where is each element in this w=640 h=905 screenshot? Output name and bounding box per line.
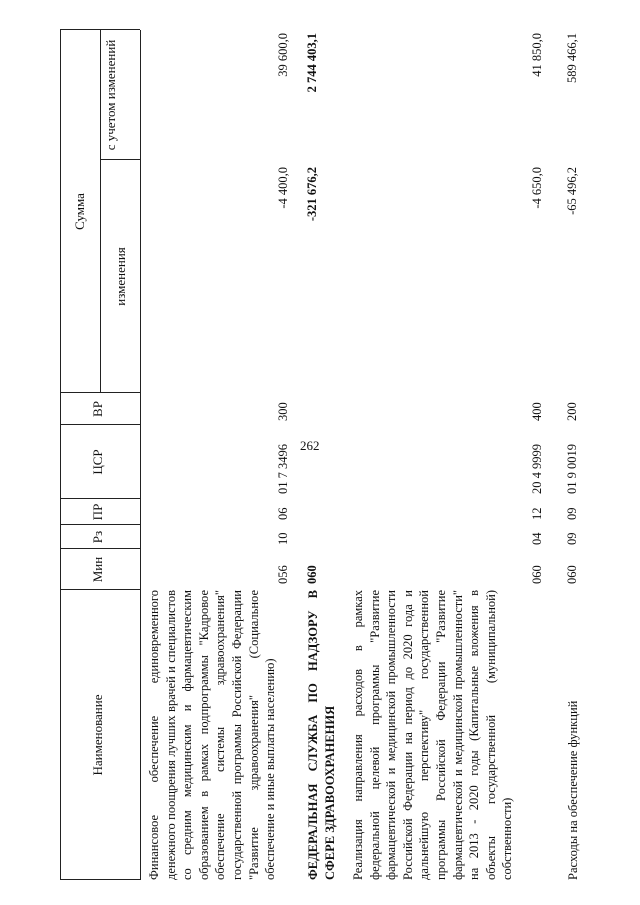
row-1-pr: 06 — [276, 507, 290, 520]
header-pr: ПР — [90, 503, 105, 521]
row-3-name: Реализация направления расходов в рамках федеральной целевой программы "Развитие фармацевтической и медицинской промышленности Российской Федерации на период до 2020 года и дальнейшую перспективу" государственной программы Российской Федерации "Развитие фармацевтической и медицинской промышленности" на 2013 - 2020 годы (Капитальные вложения в объекты государственной (муниципальной) собственности) — [351, 590, 515, 880]
row-4-min: 060 — [565, 565, 579, 584]
header-vr: ВР — [90, 401, 105, 417]
row-1-csr: 01 7 3496 — [276, 444, 290, 494]
row-1-s-uchetom: 39 600,0 — [276, 33, 290, 77]
row-2-izm: -321 676,2 — [305, 167, 319, 222]
row-3-izm: -4 650,0 — [530, 167, 544, 209]
row-2-s-uchetom: 2 744 403,1 — [305, 33, 319, 93]
header-min: Мин — [90, 556, 105, 583]
row-1-izm: -4 400,0 — [276, 167, 290, 209]
header-name: Наименование — [90, 694, 105, 776]
row-2-min: 060 — [305, 565, 319, 584]
header-summa: Сумма — [72, 193, 87, 230]
row-1-min: 056 — [276, 565, 290, 584]
page-number: 262 — [300, 438, 320, 453]
row-4-name: Расходы на обеспечение функций — [566, 700, 580, 880]
row-3-pr: 12 — [530, 507, 544, 520]
row-3-vr: 400 — [530, 402, 544, 421]
row-2-name: ФЕДЕРАЛЬНАЯ СЛУЖБА ПО НАДЗОРУ В СФЕРЕ ЗДРАВООХРАНЕНИЯ — [306, 590, 337, 880]
row-3-min: 060 — [530, 565, 544, 584]
row-3-rz: 04 — [530, 532, 544, 545]
row-4-csr: 01 9 0019 — [565, 444, 579, 494]
row-4-pr: 09 — [565, 507, 579, 520]
row-3-csr: 20 4 9999 — [530, 444, 544, 494]
header-izm: изменения — [113, 247, 128, 306]
header-rz: Рз — [90, 530, 105, 544]
table-top-border — [60, 30, 61, 880]
header-csr: ЦСР — [90, 449, 105, 475]
row-1-vr: 300 — [276, 402, 290, 421]
row-4-izm: -65 496,2 — [565, 167, 579, 215]
row-1-rz: 10 — [276, 532, 290, 545]
row-1-name: Финансовое обеспечение единовременного денежного поощрения лучших врачей и специалистов со средним медицинским и фармацевтическим образованием в рамках подпрограммы "Кадровое обеспечение системы здравоохранения" государственной программы Российской Федерации "Развитие здравоохранения" (Социальное обеспечение и иные выплаты населению) — [147, 590, 278, 880]
row-4-vr: 200 — [565, 402, 579, 421]
row-3-s-uchetom: 41 850,0 — [530, 33, 544, 77]
header-s-uchetom: с учетом изменений — [103, 39, 118, 151]
budget-table — [60, 30, 600, 880]
row-4-rz: 09 — [565, 532, 579, 545]
header-bottom-border — [140, 30, 141, 880]
row-4-s-uchetom: 589 466,1 — [565, 33, 579, 83]
